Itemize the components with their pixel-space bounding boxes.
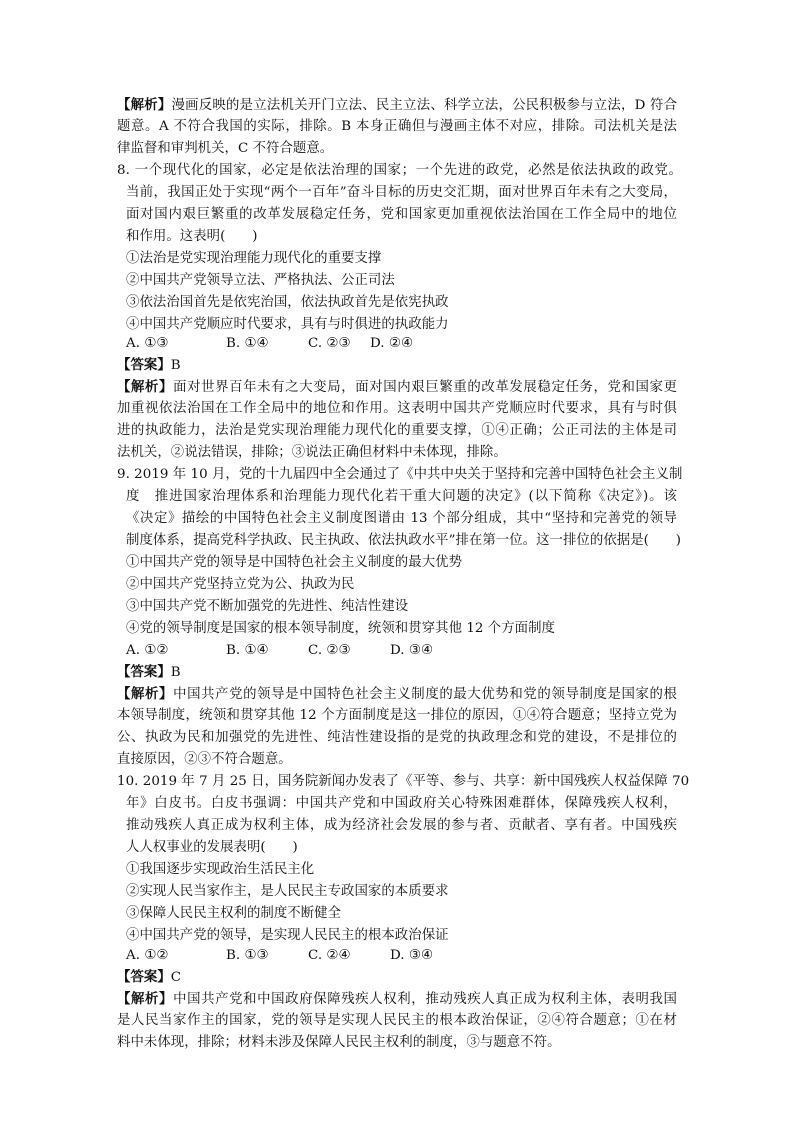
q7-analysis-line-1: 【解析】漫画反映的是立法机关开门立法、民主立法、科学立法，公民积极参与立法，D 符合 xyxy=(117,97,678,113)
q8-option-d: D. ②④ xyxy=(370,336,414,351)
q10-stem-line-1: 10. 2019 年 7 月 25 日，国务院新闻办发表了《平等、参与、共享：新中国残疾人权益保障 70 xyxy=(117,774,690,789)
q8-option-c: C. ②③ xyxy=(308,336,351,351)
q8-stem-line-4: 和作用。这表明( ) xyxy=(126,229,258,244)
q8-answer: 【答案】B xyxy=(117,357,181,373)
q9-option-a: A. ①② xyxy=(126,643,169,658)
q8-statement-1: ①法治是党实现治理能力现代化的重要支撑 xyxy=(126,251,382,266)
q10-statement-4: ④中国共产党的领导，是实现人民民主的根本政治保证 xyxy=(126,928,449,943)
q9-stem-line-4: 制度体系，提高党科学执政、民主执政、依法执政水平”排在第一位。这一排位的依据是( ) xyxy=(126,533,682,548)
q8-statement-4: ④中国共产党顺应时代要求，具有与时俱进的执政能力 xyxy=(126,317,449,332)
q9-options xyxy=(126,641,433,661)
q8-analysis-line-4: 法机关，②说法错误，排除；③说法正确但材料中未体现，排除。 xyxy=(117,445,507,460)
q10-option-a: A. ①② xyxy=(126,948,169,963)
analysis-tag: 【解析】 xyxy=(117,97,172,113)
q8-option-b: B. ①④ xyxy=(226,336,269,351)
q9-stem-line-3: 《决定》描绘的中国特色社会主义制度图谱由 13 个部分组成，其中“坚持和完善党的领导 xyxy=(126,511,677,526)
q8-analysis-line-2: 加重视依法治国在工作全局中的地位和作用。这表明中国共产党顺应时代要求，具有与时俱 xyxy=(117,401,677,416)
q8-statement-2: ②中国共产党领导立法、严格执法、公正司法 xyxy=(126,273,395,288)
q8-stem-line-2: 当前，我国正处于实现“两个一百年”奋斗目标的历史交汇期，面对世界百年未有之大变局， xyxy=(126,185,677,200)
q8-analysis-line-1: 【解析】面对世界百年未有之大变局，面对国内艰巨繁重的改革发展稳定任务，党和国家更 xyxy=(117,379,678,395)
q9-option-b: B. ①④ xyxy=(226,643,269,658)
q9-statement-2: ②中国共产党坚持立党为公、执政为民 xyxy=(126,577,355,592)
q10-statement-3: ③保障人民民主权利的制度不断健全 xyxy=(126,906,342,921)
q10-analysis-line-2: 是人民当家作主的国家，党的领导是实现人民民主的根本政治保证，②④符合题意；①在材 xyxy=(117,1013,677,1028)
q8-options xyxy=(126,334,413,354)
q10-analysis-line-1: 【解析】中国共产党和中国政府保障残疾人权利，推动残疾人真正成为权利主体，表明我国 xyxy=(117,991,678,1007)
q10-option-d: D. ③④ xyxy=(390,948,434,963)
q9-analysis-line-2: 本领导制度，统领和贯穿其他 12 个方面制度是这一排位的原因，①④符合题意；坚持立党为 xyxy=(117,708,677,723)
q9-statement-3: ③中国共产党不断加强党的先进性、纯洁性建设 xyxy=(126,599,409,614)
q7-analysis-line-2: 题意。A 不符合我国的实际，排除。B 本身正确但与漫画主体不对应，排除。司法机关是法 xyxy=(117,119,677,134)
q8-statement-3: ③依法治国首先是依宪治国，依法执政首先是依宪执政 xyxy=(126,295,449,310)
q10-option-b: B. ①③ xyxy=(226,948,269,963)
q9-analysis-line-3: 公、执政为民和加强党的先进性、纯洁性建设指的是党的执政理念和党的建设，不是排位的 xyxy=(117,730,677,745)
q8-option-a: A. ①③ xyxy=(126,336,169,351)
q10-analysis-line-3: 料中未体现，排除；材料未涉及保障人民民主权利的制度，③与题意不符。 xyxy=(117,1035,561,1050)
q9-option-d: D. ③④ xyxy=(390,643,434,658)
q9-stem-line-2: 度 推进国家治理体系和治理能力现代化若干重大问题的决定》(以下简称《决定》)。该 xyxy=(126,489,677,504)
q8-analysis-line-3: 进的执政能力，法治是党实现治理能力现代化的重要支撑，①④正确；公正司法的主体是司 xyxy=(117,423,677,438)
q10-statement-2: ②实现人民当家作主，是人民民主专政国家的本质要求 xyxy=(126,884,449,899)
q10-option-c: C. ②④ xyxy=(308,948,351,963)
q10-statement-1: ①我国逐步实现政治生活民主化 xyxy=(126,862,315,877)
q7-analysis-line-3: 律监督和审判机关，C 不符合题意。 xyxy=(117,141,334,156)
q8-stem-line-1: 8. 一个现代化的国家，必定是依法治理的国家；一个先进的政党，必然是依法执政的政党。 xyxy=(117,163,682,178)
q9-analysis-line-1: 【解析】中国共产党的领导是中国特色社会主义制度的最大优势和党的领导制度是国家的根 xyxy=(117,686,678,702)
q8-stem-line-3: 面对国内艰巨繁重的改革发展稳定任务，党和国家更加重视依法治国在工作全局中的地位 xyxy=(126,207,677,222)
q9-analysis-line-4: 直接原因，②③不符合题意。 xyxy=(117,752,292,767)
q10-options xyxy=(126,946,433,966)
q9-answer: 【答案】B xyxy=(117,664,181,680)
q9-option-c: C. ②③ xyxy=(308,643,351,658)
q9-statement-1: ①中国共产党的领导是中国特色社会主义制度的最大优势 xyxy=(126,555,463,570)
q9-stem-line-1: 9. 2019 年 10 月，党的十九届四中全会通过了《中共中央关于坚持和完善中国特色社会主义制 xyxy=(117,467,683,482)
q9-statement-4: ④党的领导制度是国家的根本领导制度，统领和贯穿其他 12 个方面制度 xyxy=(126,621,555,636)
q10-answer: 【答案】C xyxy=(117,969,182,985)
q10-stem-line-4: 人人权事业的发展表明( ) xyxy=(126,840,298,855)
q10-stem-line-3: 推动残疾人真正成为权利主体，成为经济社会发展的参与者、贡献者、享有者。中国残疾 xyxy=(126,818,677,833)
q10-stem-line-2: 年》白皮书。白皮书强调：中国共产党和中国政府关心特殊困难群体，保障残疾人权利， xyxy=(126,796,677,811)
